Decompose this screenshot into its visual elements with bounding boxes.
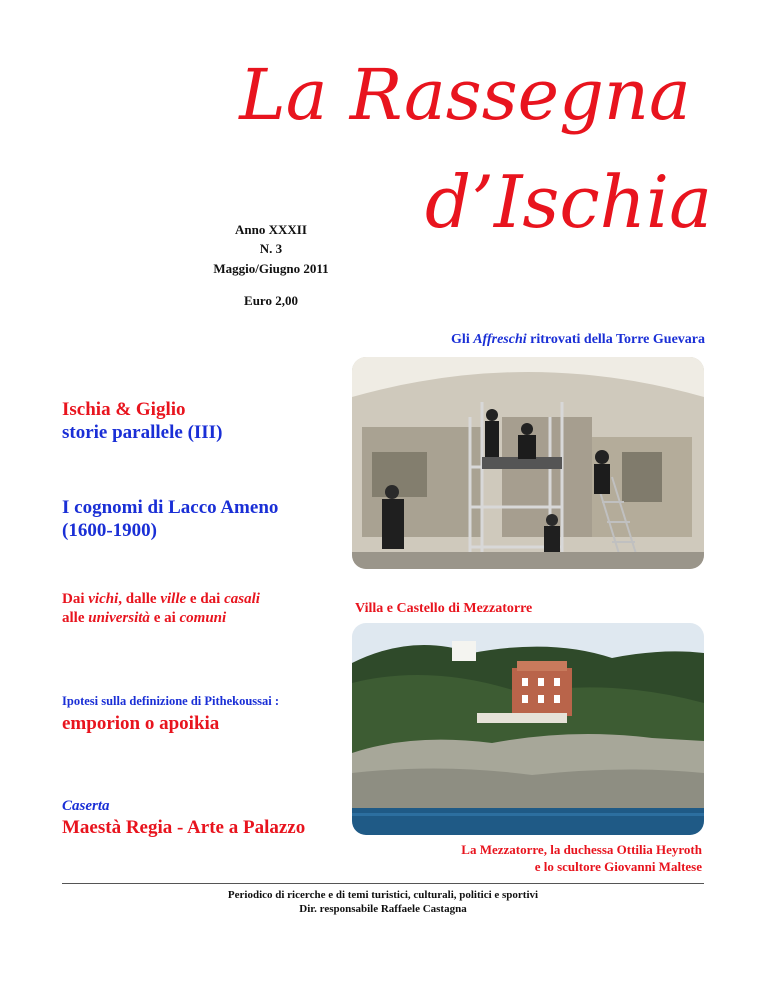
mezzatorre-caption[interactable]: Villa e Castello di Mezzatorre	[355, 601, 533, 616]
cognomi-line1: I cognomi di Lacco Ameno	[62, 497, 279, 518]
footer-divider	[62, 883, 704, 884]
pithekoussai-title[interactable]: emporion o apoikia	[62, 713, 220, 734]
issue-price: Euro 2,00	[244, 293, 298, 308]
vichi-text: , dalle	[118, 591, 161, 607]
masthead-title-line2: d’Ischia	[424, 160, 712, 244]
footer-line2: Dir. responsabile Raffaele Castagna	[299, 903, 467, 915]
mezzatorre-photo	[352, 623, 704, 835]
article-vichi[interactable]	[62, 590, 347, 628]
affreschi-caption-pre: Gli	[451, 332, 474, 347]
vichi-text: e ai	[149, 610, 180, 626]
issue-year: Anno XXXII	[235, 222, 307, 237]
vichi-line1	[62, 590, 347, 609]
caserta-place[interactable]: Caserta	[62, 798, 110, 814]
ischia-giglio-line1: Ischia & Giglio	[62, 399, 186, 420]
mezzatorre-illustration	[352, 623, 704, 835]
mezzatorre-story-line1: La Mezzatorre, la duchessa Ottilia Heyroth	[461, 842, 702, 857]
vichi-text: alle	[62, 610, 89, 626]
vichi-text: Dai	[62, 591, 89, 607]
mezzatorre-story-line2: e lo scultore Giovanni Maltese	[534, 859, 702, 874]
vichi-text: e dai	[186, 591, 225, 607]
ischia-giglio-line2: storie parallele (III)	[62, 422, 223, 443]
fresco-restoration-illustration	[352, 357, 704, 569]
affreschi-caption-post: ritrovati della Torre Guevara	[526, 332, 705, 347]
fresco-restoration-photo	[352, 357, 704, 569]
caserta-title[interactable]: Maestà Regia - Arte a Palazzo	[62, 817, 306, 838]
issue-number: N. 3	[259, 241, 283, 256]
issue-date: Maggio/Giugno 2011	[213, 261, 329, 276]
footer-line1: Periodico di ricerche e di temi turistici, culturali, politici e sportivi	[227, 889, 539, 901]
affreschi-caption[interactable]	[350, 332, 705, 348]
article-ischia-giglio[interactable]	[62, 398, 342, 444]
vichi-em: ville	[160, 591, 187, 607]
vichi-em: università	[88, 610, 150, 626]
vichi-em: vichi	[88, 591, 119, 607]
article-cognomi[interactable]	[62, 496, 342, 542]
affreschi-caption-em: Affreschi	[473, 332, 527, 347]
mezzatorre-story[interactable]	[380, 841, 702, 875]
vichi-line2	[62, 609, 347, 628]
cognomi-line2: (1600-1900)	[62, 520, 157, 541]
vichi-em: casali	[224, 591, 260, 607]
masthead-title-line1: La Rassegna	[239, 54, 691, 136]
pithekoussai-intro[interactable]: Ipotesi sulla definizione di Pithekoussai :	[62, 694, 280, 708]
vichi-em: comuni	[179, 610, 227, 626]
